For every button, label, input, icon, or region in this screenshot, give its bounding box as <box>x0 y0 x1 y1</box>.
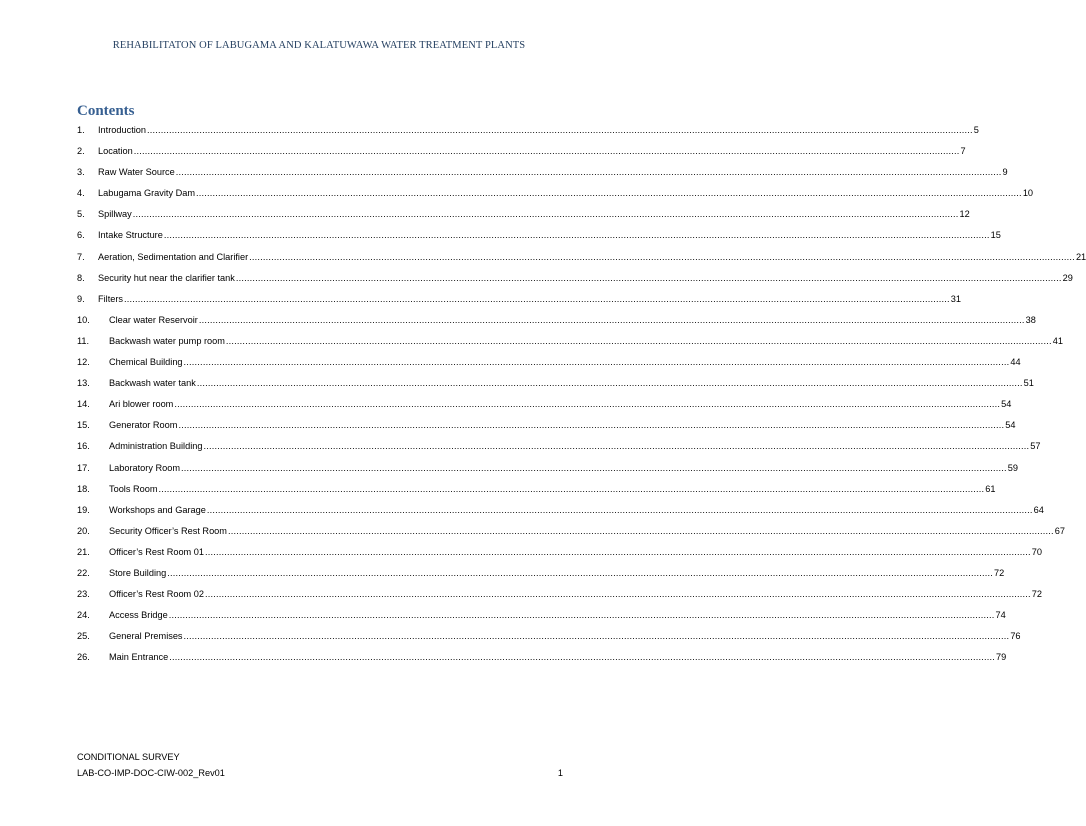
toc-dot-leader: ............................................................................................................................................................................................................................................................................................................ <box>178 420 1005 431</box>
toc-entry-page: 54 <box>1001 399 1012 410</box>
toc-entry[interactable] <box>77 650 1007 671</box>
toc-dot-leader: ............................................................................................................................................................................................................................................................................................................ <box>225 335 1052 346</box>
footer-page-number: 1 <box>557 768 563 778</box>
toc-entry[interactable] <box>77 123 979 144</box>
toc-dot-leader: ............................................................................................................................................................................................................................................................................................................ <box>133 146 960 157</box>
toc-entry-number: 9. <box>77 293 85 304</box>
toc-entry-page: 79 <box>996 652 1007 663</box>
toc-entry[interactable] <box>77 418 1016 439</box>
footer-doc-code-text: LAB-CO-IMP-DOC-CIW-002_Rev01 <box>77 768 225 778</box>
toc-entry-number: 15. <box>77 420 90 431</box>
toc-entry-page: 10 <box>1022 188 1034 199</box>
toc-dot-leader: ............................................................................................................................................................................................................................................................................................................ <box>203 441 1030 452</box>
footer-survey-label: CONDITIONAL SURVEY <box>77 752 180 762</box>
toc-dot-leader: ............................................................................................................................................................................................................................................................................................................ <box>167 567 993 578</box>
toc-entry-number: 19. <box>77 504 90 515</box>
toc-dot-leader: ............................................................................................................................................................................................................................................................................................................ <box>206 504 1033 515</box>
toc-entry-title: General Premises <box>109 631 183 642</box>
toc-entry[interactable] <box>77 250 1086 271</box>
toc-entry-page: 76 <box>1010 631 1021 642</box>
toc-entry-page: 9 <box>1002 167 1008 178</box>
toc-entry-page: 31 <box>950 293 962 304</box>
toc-entry-number: 8. <box>77 272 85 283</box>
toc-entry-page: 29 <box>1062 272 1073 283</box>
toc-entry-page: 5 <box>973 125 979 135</box>
toc-entry-title: Officer’s Rest Room 02 <box>109 589 204 600</box>
toc-entry-title: Filters <box>98 293 124 304</box>
toc-entry-number: 16. <box>77 441 90 452</box>
toc-entry-page: 38 <box>1025 314 1036 325</box>
toc-entry-page: 72 <box>993 567 1005 578</box>
toc-dot-leader: ............................................................................................................................................................................................................................................................................................................ <box>249 251 1075 262</box>
toc-dot-leader: ............................................................................................................................................................................................................................................................................................................ <box>174 399 1001 410</box>
toc-entry-title: Generator Room <box>109 420 178 431</box>
toc-dot-leader: ............................................................................................................................................................................................................................................................................................................ <box>227 525 1054 536</box>
toc-entry-title: Laboratory Room <box>109 462 180 473</box>
toc-entry-title: Backwash water tank <box>109 378 196 389</box>
toc-entry-number: 5. <box>77 209 85 220</box>
toc-entry[interactable] <box>77 228 1001 249</box>
toc-entry[interactable] <box>77 313 1036 334</box>
toc-dot-leader: ............................................................................................................................................................................................................................................................................................................ <box>198 314 1025 325</box>
toc-entry-page: 44 <box>1010 357 1021 368</box>
toc-entry[interactable] <box>77 165 1008 186</box>
toc-entry-number: 6. <box>77 230 85 241</box>
toc-entry[interactable] <box>77 271 1073 292</box>
toc-dot-leader: ............................................................................................................................................................................................................................................................................................................ <box>183 631 1010 642</box>
toc-entry-page: 74 <box>995 610 1006 621</box>
toc-entry-title: Tools Room <box>109 483 158 494</box>
toc-entry[interactable] <box>77 461 1018 482</box>
toc-entry-page: 61 <box>985 483 996 494</box>
toc-entry[interactable] <box>77 439 1041 460</box>
toc-entry-title: Introduction <box>98 125 147 135</box>
toc-entry-title: Raw Water Source <box>98 167 175 178</box>
toc-dot-leader: ............................................................................................................................................................................................................................................................................................................ <box>175 167 1002 178</box>
toc-entry[interactable] <box>77 545 1042 566</box>
toc-entry-title: Intake Structure <box>98 230 163 241</box>
toc-entry-page: 15 <box>990 230 1001 241</box>
toc-entry[interactable] <box>77 397 1012 418</box>
toc-entry-number: 21. <box>77 546 90 557</box>
toc-entry-title: Aeration, Sedimentation and Clarifier <box>98 251 249 262</box>
toc-entry-title: Officer’s Rest Room 01 <box>109 546 204 557</box>
toc-dot-leader: ............................................................................................................................................................................................................................................................................................................ <box>196 378 1023 389</box>
toc-entry[interactable] <box>77 587 1042 608</box>
toc-entry-page: 21 <box>1075 251 1086 262</box>
toc-entry[interactable] <box>77 482 996 503</box>
toc-dot-leader: ............................................................................................................................................................................................................................................................................................................ <box>183 357 1010 368</box>
toc-entry-title: Spillway <box>98 209 132 220</box>
toc-entry-title: Access Bridge <box>109 610 168 621</box>
toc-entry[interactable] <box>77 144 966 165</box>
toc-dot-leader: ............................................................................................................................................................................................................................................................................................................ <box>132 209 959 220</box>
toc-entry[interactable] <box>77 566 1005 587</box>
toc-entry[interactable] <box>77 334 1063 355</box>
toc-entry-page: 67 <box>1054 525 1065 536</box>
toc-entry-number: 13. <box>77 378 90 389</box>
toc-entry-number: 3. <box>77 167 85 178</box>
toc-entry-title: Ari blower room <box>109 399 174 410</box>
toc-entry-page: 70 <box>1031 546 1042 557</box>
toc-dot-leader: ............................................................................................................................................................................................................................................................................................................ <box>163 230 990 241</box>
toc-entry[interactable] <box>77 207 970 228</box>
toc-entry-number: 26. <box>77 652 90 663</box>
toc-entry-title: Administration Building <box>109 441 203 452</box>
toc-entry-page: 59 <box>1007 462 1018 473</box>
toc-entry[interactable] <box>77 503 1044 524</box>
toc-entry-page: 51 <box>1023 378 1034 389</box>
toc-entry-number: 23. <box>77 589 90 600</box>
toc-dot-leader: ............................................................................................................................................................................................................................................................................................................ <box>235 272 1062 283</box>
table-of-contents <box>77 123 1086 671</box>
toc-dot-leader: ............................................................................................................................................................................................................................................................................................................ <box>196 188 1022 199</box>
toc-entry-title: Security hut near the clarifier tank <box>98 272 235 283</box>
toc-entry-number: 4. <box>77 188 85 199</box>
toc-entry[interactable] <box>77 608 1006 629</box>
toc-entry-number: 10. <box>77 314 90 325</box>
toc-dot-leader: ............................................................................................................................................................................................................................................................................................................ <box>204 589 1031 600</box>
toc-dot-leader: ............................................................................................................................................................................................................................................................................................................ <box>158 483 985 494</box>
toc-entry-number: 11. <box>77 335 90 346</box>
toc-entry-page: 57 <box>1030 441 1041 452</box>
page-header: REHABILITATON OF LABUGAMA AND KALATUWAWA WATER TREATMENT PLANTS <box>112 40 526 51</box>
toc-entry-title: Workshops and Garage <box>109 504 206 515</box>
toc-dot-leader: ............................................................................................................................................................................................................................................................................................................ <box>168 610 995 621</box>
toc-entry-page: 7 <box>960 146 966 157</box>
toc-entry-page: 41 <box>1052 335 1063 346</box>
toc-entry-title: Clear water Reservoir <box>109 314 198 325</box>
toc-entry[interactable] <box>77 186 1034 207</box>
footer-doc-code <box>77 768 563 778</box>
toc-entry-title: Store Building <box>109 567 167 578</box>
toc-dot-leader: ............................................................................................................................................................................................................................................................................................................ <box>204 546 1031 557</box>
toc-entry-title: Labugama Gravity Dam <box>98 188 196 199</box>
toc-entry-page: 64 <box>1033 504 1044 515</box>
toc-entry[interactable] <box>77 292 962 313</box>
toc-dot-leader: ............................................................................................................................................................................................................................................................................................................ <box>147 125 973 135</box>
toc-dot-leader: ............................................................................................................................................................................................................................................................................................................ <box>180 462 1007 473</box>
toc-entry-page: 12 <box>959 209 970 220</box>
toc-entry-title: Chemical Building <box>109 357 183 368</box>
toc-entry-number: 17. <box>77 462 90 473</box>
toc-entry[interactable] <box>77 376 1034 397</box>
toc-entry[interactable] <box>77 355 1021 376</box>
toc-entry-number: 12. <box>77 357 90 368</box>
toc-entry-page: 54 <box>1005 420 1016 431</box>
toc-entry-title: Location <box>98 146 133 157</box>
toc-entry-title: Security Officer’s Rest Room <box>109 525 227 536</box>
toc-dot-leader: ............................................................................................................................................................................................................................................................................................................ <box>124 293 950 304</box>
toc-entry-title: Main Entrance <box>109 652 169 663</box>
toc-entry-number: 22. <box>77 567 90 578</box>
toc-dot-leader: ............................................................................................................................................................................................................................................................................................................ <box>169 652 996 663</box>
toc-entry-title: Backwash water pump room <box>109 335 225 346</box>
toc-entry-number: 14. <box>77 399 90 410</box>
toc-entry-number: 24. <box>77 610 90 621</box>
toc-entry-number: 25. <box>77 631 90 642</box>
toc-entry-number: 1. <box>77 125 85 135</box>
toc-entry[interactable] <box>77 524 1065 545</box>
toc-entry-number: 7. <box>77 251 85 262</box>
toc-entry-page: 72 <box>1031 589 1042 600</box>
toc-entry-number: 2. <box>77 146 85 157</box>
contents-heading: Contents <box>77 103 135 119</box>
toc-entry[interactable] <box>77 629 1021 650</box>
toc-entry-number: 20. <box>77 525 90 536</box>
toc-entry-number: 18. <box>77 483 90 494</box>
